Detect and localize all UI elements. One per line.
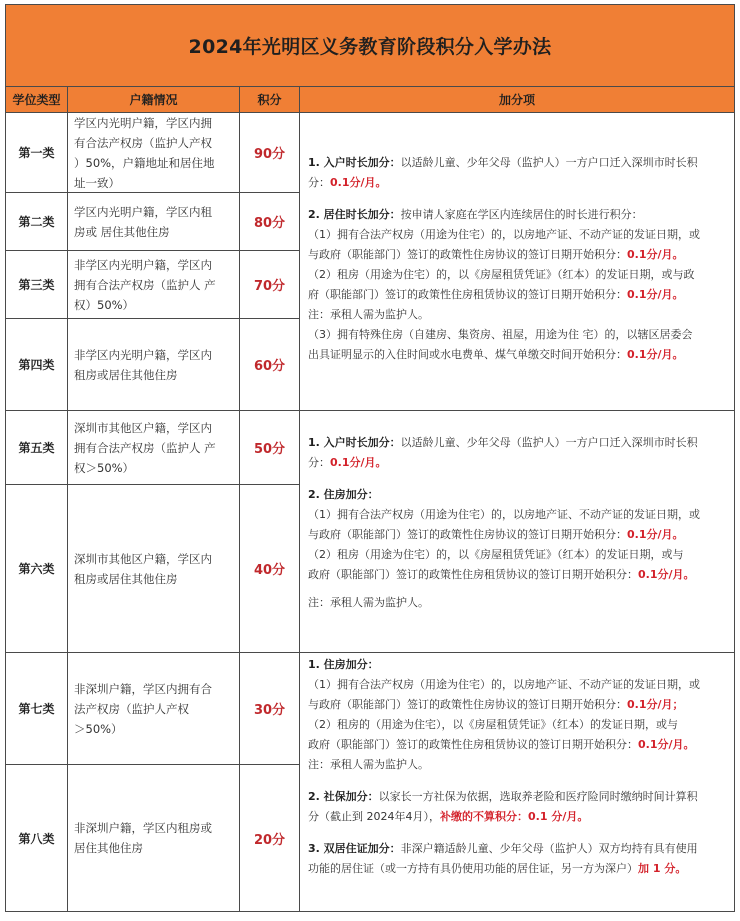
row-score: 50分 — [240, 411, 300, 485]
row-type: 第一类 — [6, 113, 68, 193]
row-hukou: 非学区内光明户籍，学区内 租房或居住其他住房 — [68, 319, 240, 411]
row-score: 60分 — [240, 319, 300, 411]
row-hukou: 非深圳户籍，学区内租房或 居住其他住房 — [68, 765, 240, 911]
admission-policy-table — [5, 4, 735, 912]
table-title: 2024年光明区义务教育阶段积分入学办法 — [188, 36, 552, 58]
header-bonus: 加分项 — [300, 87, 734, 113]
row-hukou: 非学区内光明户籍，学区内 拥有合法产权房（监护人 产 权）50%） — [68, 251, 240, 319]
row-score: 20分 — [240, 765, 300, 911]
row-score: 30分 — [240, 653, 300, 765]
row-type: 第三类 — [6, 251, 68, 319]
bonus-group-nonlocal: 1. 住房加分： （1）拥有合法产权房（用途为住宅）的，以房地产证、不动产证的发证日期，或 与政府（职能部门）签订的政策性住房协议的签订日期开始积分：0.1分/月； （2）租房的（用途为住宅），以《房屋租赁凭证》（红本）的发证日期，或与 政府（职能部门）签订的政策性住房租赁协议的签订日期开始积分：0.1分/月。 注：承租人需为监护人。 2. 社保加分：以家长一方社保为依据，选取养老险和医疗险同时缴纳时间计算积 分（截止到 2024年4月），补缴的不算积分：0.1 分/月。 3. 双居住证加分：非深户籍适龄儿童、少年父母（监护人）双方均持有具有使用 功能的居住证（或一方持有具仍使用功能的居住证，另一方为深户）加 1 分。 — [300, 653, 734, 911]
row-type: 第二类 — [6, 193, 68, 251]
bonus-group-housing: 1. 入户时长加分：以适龄儿童、少年父母（监护人）一方户口迁入深圳市时长积 分：0.1分/月。 2. 住房加分： （1）拥有合法产权房（用途为住宅）的，以房地产证、不动产证的发证日期，或 与政府（职能部门）签订的政策性住房协议的签订日期开始积分：0.1分/月。 （2）租房（用途为住宅）的，以《房屋租赁凭证》（红本）的发证日期，或与 政府（职能部门）签订的政策性住房租赁协议的签订日期开始积分：0.1分/月。 注：承租人需为监护人。 — [300, 411, 734, 653]
row-score: 40分 — [240, 485, 300, 653]
row-score: 90分 — [240, 113, 300, 193]
row-type: 第六类 — [6, 485, 68, 653]
row-type: 第八类 — [6, 765, 68, 911]
row-type: 第五类 — [6, 411, 68, 485]
row-hukou: 深圳市其他区户籍，学区内 拥有合法产权房（监护人 产 权＞50%） — [68, 411, 240, 485]
header-score: 积分 — [240, 87, 300, 113]
table-title-bar — [6, 5, 734, 87]
row-score: 70分 — [240, 251, 300, 319]
bonus-group-residence: 1. 入户时长加分：以适龄儿童、少年父母（监护人）一方户口迁入深圳市时长积 分：0.1分/月。 2. 居住时长加分：按申请人家庭在学区内连续居住的时长进行积分： （1）拥有合法产权房（用途为住宅）的，以房地产证、不动产证的发证日期，或 与政府（职能部门）签订的政策性住房协议的签订日期开始积分：0.1分/月。 （2）租房（用途为住宅）的，以《房屋租赁凭证》（红本）的发证日期，或与政 府（职能部门）签订的政策性住房租赁协议的签订日期开始积分：0.1分/月。 注：承租人需为监护人。 （3）拥有特殊住房（自建房、集资房、祖屋，用途为住 宅）的，以辖区居委会 出具证明显示的入住时间或水电费单、煤气单缴交时间开始积分：0.1分/月。 — [300, 113, 734, 411]
header-type: 学位类型 — [6, 87, 68, 113]
row-type: 第七类 — [6, 653, 68, 765]
row-hukou: 学区内光明户籍，学区内拥 有合法产权房（监护人产权 ）50%，户籍地址和居住地 址一致） — [68, 113, 240, 193]
row-hukou: 学区内光明户籍，学区内租 房或 居住其他住房 — [68, 193, 240, 251]
row-score: 80分 — [240, 193, 300, 251]
row-type: 第四类 — [6, 319, 68, 411]
row-hukou: 深圳市其他区户籍，学区内 租房或居住其他住房 — [68, 485, 240, 653]
header-hukou: 户籍情况 — [68, 87, 240, 113]
row-hukou: 非深圳户籍，学区内拥有合 法产权房（监护人产权 ＞50%） — [68, 653, 240, 765]
